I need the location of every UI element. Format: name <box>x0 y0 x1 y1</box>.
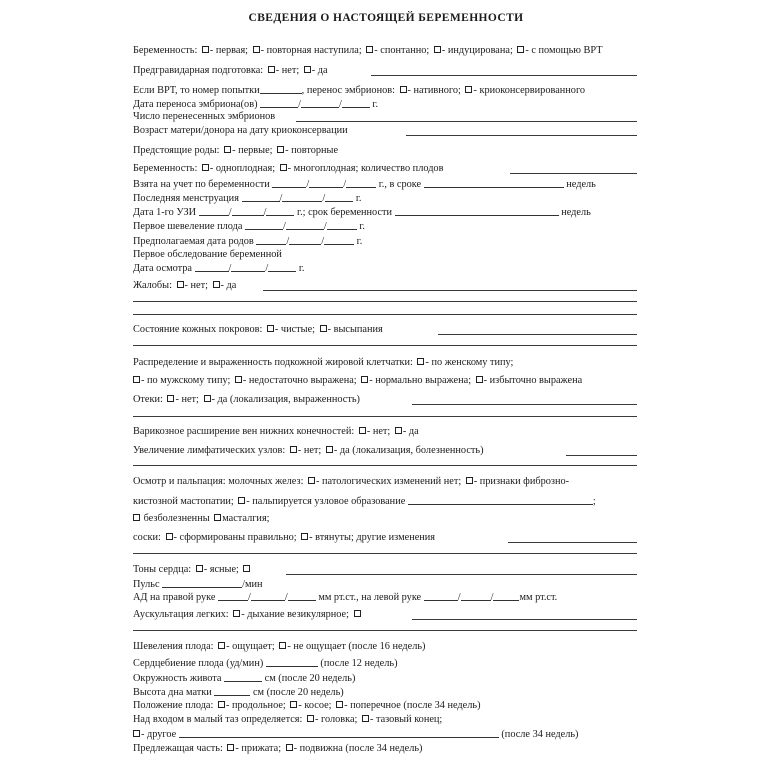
checkbox-no[interactable] <box>290 446 297 453</box>
label: Увеличение лимфатических узлов: <box>133 445 286 456</box>
label: Тоны сердца: <box>133 564 192 575</box>
option-first: - первая; <box>209 45 249 56</box>
fundal-height-field[interactable] <box>214 686 250 696</box>
year-field[interactable] <box>346 178 376 188</box>
label: АД на правой руке <box>133 592 216 603</box>
label: соски: <box>133 532 161 543</box>
label: Сердцебиение плода (уд/мин) <box>133 658 264 669</box>
separator: / <box>228 263 232 274</box>
label: Первое обследование беременной <box>133 249 282 260</box>
label: Предгравидарная подготовка: <box>133 65 264 76</box>
answer-line[interactable] <box>508 542 637 543</box>
lymph-nodes-row <box>133 445 484 457</box>
answer-line[interactable] <box>133 465 637 466</box>
option-male-type: - по мужскому типу; <box>141 375 231 386</box>
presenting-part-row <box>133 743 423 755</box>
option-yes: - да (локализация, выраженность) <box>211 394 360 405</box>
pelvic-inlet-other-row <box>133 728 578 741</box>
checkbox-fibrocystic[interactable] <box>466 477 473 484</box>
checkbox-yes[interactable] <box>326 446 333 453</box>
due-date-row <box>133 235 362 248</box>
option-art: - с помощью ВРТ <box>525 45 603 56</box>
bp-left-3[interactable] <box>490 591 519 603</box>
label-transfer: , перенос эмбрионов: <box>301 85 395 96</box>
checkbox-native[interactable] <box>400 86 407 93</box>
option-inverted: - втянуты; другие изменения <box>309 532 436 543</box>
answer-line[interactable] <box>412 404 637 405</box>
complaints-row <box>133 280 236 292</box>
label: Аускультация легких: <box>133 609 229 620</box>
day-field[interactable] <box>256 235 286 245</box>
abdomen-circumference-row <box>133 672 355 685</box>
option-female-type: - по женскому типу; <box>425 357 514 368</box>
fetal-heartbeat-row <box>133 657 398 670</box>
label: Состояние кожных покровов: <box>133 324 263 335</box>
checkbox-no[interactable] <box>167 395 174 402</box>
pulse-field[interactable] <box>162 578 242 588</box>
month-field[interactable] <box>232 206 264 216</box>
year-suffix: г. <box>356 236 363 247</box>
transfer-date-row <box>133 98 378 111</box>
option-pelvic-end: - тазовый конец; <box>369 714 443 725</box>
option-mobile: - подвижна (после 34 недель) <box>293 743 423 754</box>
option-insufficient: - недостаточно выражена; <box>242 375 357 386</box>
answer-line[interactable] <box>133 314 637 315</box>
option-repeat: - повторная наступила; <box>260 45 362 56</box>
circumference-field[interactable] <box>224 672 262 682</box>
term-label: г.; срок беременности <box>297 207 393 218</box>
separator: / <box>322 193 326 204</box>
label: Распределение и выраженность подкожной жировой клетчатки: <box>133 357 413 368</box>
fundal-height-row <box>133 686 344 699</box>
option-feels: - ощущает; <box>226 641 275 652</box>
skin-row <box>133 324 383 336</box>
checkbox-other[interactable] <box>243 565 250 572</box>
bp-right-2[interactable] <box>251 591 285 601</box>
checkbox-pressed[interactable] <box>227 744 234 751</box>
answer-line[interactable] <box>412 619 637 620</box>
bp-right-1[interactable] <box>218 591 248 601</box>
term-field[interactable] <box>395 206 559 216</box>
checkbox-spontaneous[interactable] <box>366 46 373 53</box>
other-field[interactable] <box>179 728 499 738</box>
day-field[interactable] <box>245 220 283 230</box>
option-transverse: - поперечное (после 34 недель) <box>344 700 481 711</box>
option-oblique: - косое; <box>298 700 332 711</box>
option-yes: - да (локализация, болезненность) <box>333 445 484 456</box>
option-singleton: - одноплодная; <box>209 163 276 174</box>
year-field[interactable] <box>342 98 370 108</box>
varicose-row <box>133 426 419 438</box>
option-no: - нет; <box>297 445 322 456</box>
answer-line[interactable] <box>371 75 637 76</box>
first-movement-row <box>133 220 365 233</box>
separator: / <box>279 193 283 204</box>
label: Дата осмотра <box>133 263 192 274</box>
checkbox-other[interactable] <box>354 610 361 617</box>
upcoming-birth-row <box>133 145 338 157</box>
answer-line[interactable] <box>133 553 637 554</box>
heart-tones-row <box>133 564 251 576</box>
checkbox-female-type[interactable] <box>417 358 424 365</box>
label: Предстоящие роды: <box>133 145 220 156</box>
day-field[interactable] <box>260 98 298 108</box>
checkbox-cryo[interactable] <box>465 86 472 93</box>
checkbox-feels[interactable] <box>218 642 225 649</box>
term-label: г., в сроке <box>378 179 422 190</box>
checkbox-rash[interactable] <box>320 325 327 332</box>
option-longitudinal: - продольное; <box>225 700 286 711</box>
embryo-count-row <box>133 111 275 123</box>
option-formed: - сформированы правильно; <box>173 532 297 543</box>
year-field[interactable] <box>327 220 357 230</box>
option-spontaneous: - спонтанно; <box>374 45 430 56</box>
checkbox-yes[interactable] <box>304 66 311 73</box>
label: Высота дна матки <box>133 687 212 698</box>
fetal-movement-row <box>133 641 426 653</box>
option-clean: - чистые; <box>274 324 316 335</box>
option-yes: - да <box>220 280 237 291</box>
checkbox-clean[interactable] <box>267 325 274 332</box>
label: Варикозное расширение вен нижних конечностей: <box>133 426 355 437</box>
checkbox-transverse[interactable] <box>336 701 343 708</box>
checkbox-not-feels[interactable] <box>279 642 286 649</box>
pregravid-prep-row <box>133 65 328 77</box>
label: Дата переноса эмбриона(ов) <box>133 99 258 110</box>
option-clear: - ясные; <box>203 564 239 575</box>
checkbox-insufficient[interactable] <box>235 376 242 383</box>
checkbox-longitudinal[interactable] <box>218 701 225 708</box>
checkbox-repeat-birth[interactable] <box>277 146 284 153</box>
separator: / <box>248 592 251 603</box>
checkbox-pelvic-end[interactable] <box>362 715 369 722</box>
month-field[interactable] <box>309 178 343 188</box>
option-mastalgia: масталгия; <box>222 513 270 524</box>
note: (после 12 недель) <box>320 658 398 669</box>
breast-node-row <box>133 495 596 508</box>
answer-line[interactable] <box>286 574 637 575</box>
option-yes: - да <box>311 65 328 76</box>
year-field[interactable] <box>324 235 354 245</box>
separator: / <box>321 236 325 247</box>
option-vesicular: - дыхание везикулярное; <box>241 609 349 620</box>
label: Положение плода: <box>133 700 214 711</box>
label: Дата 1-го УЗИ <box>133 207 197 218</box>
label: Возраст матери/донора на дату криоконсервации <box>133 125 348 136</box>
checkbox-mastalgia[interactable] <box>214 514 221 521</box>
checkbox-male-type[interactable] <box>133 376 140 383</box>
bp-right-3[interactable] <box>288 591 316 601</box>
label: Если ВРТ, то номер попытки <box>133 85 260 96</box>
donor-age-row <box>133 125 348 137</box>
option-native: - нативного; <box>407 85 461 96</box>
option-first: - первые; <box>232 145 273 156</box>
label: Жалобы: <box>133 280 172 291</box>
checkbox-repeat[interactable] <box>253 46 260 53</box>
year-suffix: г. <box>359 221 365 232</box>
note: (после 34 недель) <box>501 729 579 740</box>
separator: / <box>298 99 301 110</box>
lung-auscultation-row <box>133 609 362 621</box>
pulse-row <box>133 578 263 591</box>
checkbox-head[interactable] <box>307 715 314 722</box>
year-field[interactable] <box>268 262 296 272</box>
answer-line[interactable] <box>263 290 637 291</box>
option-other: - другое <box>141 729 177 740</box>
separator: / <box>284 592 288 603</box>
form-title: СВЕДЕНИЯ О НАСТОЯЩЕЙ БЕРЕМЕННОСТИ <box>248 12 524 24</box>
day-field[interactable] <box>195 262 229 272</box>
label: Шевеления плода: <box>133 641 214 652</box>
checkbox-palpable-node[interactable] <box>238 497 245 504</box>
checkbox-clear[interactable] <box>196 565 203 572</box>
answer-line[interactable] <box>133 630 637 631</box>
checkbox-art[interactable] <box>517 46 524 53</box>
month-field[interactable] <box>228 262 265 274</box>
option-no: - нет; <box>275 65 300 76</box>
label: Предполагаемая дата родов <box>133 236 254 247</box>
note: см (после 20 недель) <box>264 673 356 684</box>
weeks-label: недель <box>561 207 591 218</box>
checkbox-yes[interactable] <box>213 281 220 288</box>
term-field[interactable] <box>424 178 564 188</box>
separator: / <box>283 221 286 232</box>
checkbox-yes[interactable] <box>204 395 211 402</box>
separator: / <box>286 236 290 247</box>
checkbox-painless[interactable] <box>133 514 140 521</box>
option-cryo: - криоконсервированного <box>473 85 586 96</box>
first-ultrasound-row <box>133 206 591 219</box>
option-repeat: - повторные <box>285 145 339 156</box>
pregnancy-type-row <box>133 45 603 57</box>
year-field[interactable] <box>263 206 294 218</box>
month-field[interactable] <box>286 220 324 230</box>
label: кистозной мастопатии; <box>133 496 234 507</box>
node-field[interactable] <box>408 495 593 505</box>
unit: /мин <box>242 579 263 590</box>
first-exam-heading <box>133 249 282 261</box>
answer-line[interactable] <box>406 135 637 136</box>
answer-line[interactable] <box>296 121 637 122</box>
unit: мм рт.ст. <box>519 592 558 603</box>
label: Беременность: <box>133 45 198 56</box>
last-menstruation-row <box>133 192 361 205</box>
option-fibrocystic: - признаки фиброзно- <box>473 476 570 487</box>
breast-symptoms-row <box>133 513 270 525</box>
edema-row <box>133 394 360 406</box>
label: Над входом в малый таз определяется: <box>133 714 303 725</box>
label-left: мм рт.ст., на левой руке <box>318 592 422 603</box>
checkbox-first[interactable] <box>202 46 209 53</box>
checkbox-oblique[interactable] <box>290 701 297 708</box>
weeks-label: недель <box>566 179 596 190</box>
answer-line[interactable] <box>566 455 637 456</box>
checkbox-no[interactable] <box>268 66 275 73</box>
answer-line[interactable] <box>133 301 637 302</box>
day-field[interactable] <box>199 206 229 216</box>
attempt-field[interactable] <box>260 84 302 94</box>
option-head: - головка; <box>314 714 358 725</box>
checkbox-singleton[interactable] <box>202 164 209 171</box>
label: Отеки: <box>133 394 163 405</box>
fetal-position-row <box>133 700 481 712</box>
checkbox-no-pathology[interactable] <box>308 477 315 484</box>
separator: / <box>306 179 310 190</box>
month-field[interactable] <box>289 235 321 245</box>
year-suffix: г. <box>372 99 379 110</box>
separator: / <box>263 207 267 218</box>
label: Первое шевеление плода <box>133 221 243 232</box>
answer-line[interactable] <box>133 345 637 346</box>
option-painless: безболезненны <box>143 513 210 524</box>
year-field[interactable] <box>325 192 353 202</box>
separator: / <box>343 179 347 190</box>
pelvic-inlet-row <box>133 714 442 726</box>
option-no: - нет; <box>175 394 199 405</box>
year-suffix: г. <box>298 263 305 274</box>
checkbox-inverted[interactable] <box>301 533 308 540</box>
answer-line[interactable] <box>438 334 637 335</box>
option-not-feels: - не ощущает (после 16 недель) <box>287 641 426 652</box>
label: Число перенесенных эмбрионов <box>133 111 276 122</box>
answer-line[interactable] <box>133 416 637 417</box>
option-excessive: - избыточно выражена <box>483 375 583 386</box>
year-suffix: г. <box>355 193 362 204</box>
bp-left-2[interactable] <box>461 591 491 601</box>
label: Пульс <box>133 579 160 590</box>
note: см (после 20 недель) <box>252 687 344 698</box>
separator: / <box>457 592 461 603</box>
checkbox-first-birth[interactable] <box>224 146 231 153</box>
month-field[interactable] <box>279 192 322 204</box>
option-no: - нет; <box>366 426 391 437</box>
option-rash: - высыпания <box>327 324 383 335</box>
checkbox-multiple[interactable] <box>280 164 287 171</box>
checkbox-induced[interactable] <box>434 46 441 53</box>
blood-pressure-row <box>133 591 557 604</box>
option-pressed: - прижата; <box>235 743 282 754</box>
checkbox-other[interactable] <box>133 730 140 737</box>
checkbox-no[interactable] <box>177 281 184 288</box>
fetus-count-row <box>133 163 443 175</box>
checkbox-normal[interactable] <box>361 376 368 383</box>
checkbox-excessive[interactable] <box>476 376 483 383</box>
option-multiple: - многоплодная; количество плодов <box>287 163 444 174</box>
breast-exam-row <box>133 476 569 488</box>
option-induced: - индуцирована; <box>441 45 513 56</box>
separator: / <box>490 592 494 603</box>
label: Окружность живота <box>133 673 222 684</box>
nipples-row <box>133 532 435 544</box>
bp-left-1[interactable] <box>424 591 458 601</box>
separator: / <box>228 207 232 218</box>
checkbox-no[interactable] <box>359 427 366 434</box>
checkbox-mobile[interactable] <box>286 744 293 751</box>
checkbox-formed[interactable] <box>166 533 173 540</box>
art-attempt-row <box>133 84 585 97</box>
option-yes: - да <box>402 426 419 437</box>
label: Предлежащая часть: <box>133 743 223 754</box>
checkbox-vesicular[interactable] <box>233 610 240 617</box>
exam-date-row <box>133 262 305 275</box>
label: Последняя менструация <box>133 193 239 204</box>
label: Осмотр и пальпация: молочных желез: <box>133 476 304 487</box>
checkbox-yes[interactable] <box>395 427 402 434</box>
answer-line[interactable] <box>510 173 637 174</box>
separator: / <box>338 99 342 110</box>
registration-row <box>133 178 596 191</box>
label: Беременность: <box>133 163 198 174</box>
heartbeat-field[interactable] <box>266 657 318 667</box>
fat-distribution-row <box>133 357 513 369</box>
fat-distribution-options-row <box>133 375 582 387</box>
label: Взята на учет по беременности <box>133 179 270 190</box>
option-no: - нет; <box>184 280 208 291</box>
month-field[interactable] <box>301 98 339 108</box>
semicolon: ; <box>592 496 596 507</box>
day-field[interactable] <box>242 192 280 202</box>
option-no-pathology: - патологических изменений нет; <box>316 476 462 487</box>
option-palpable-node: - пальпируется узловое образование <box>246 496 406 507</box>
option-normal: - нормально выражена; <box>369 375 472 386</box>
separator: / <box>323 221 327 232</box>
separator: / <box>265 263 269 274</box>
day-field[interactable] <box>272 178 306 188</box>
